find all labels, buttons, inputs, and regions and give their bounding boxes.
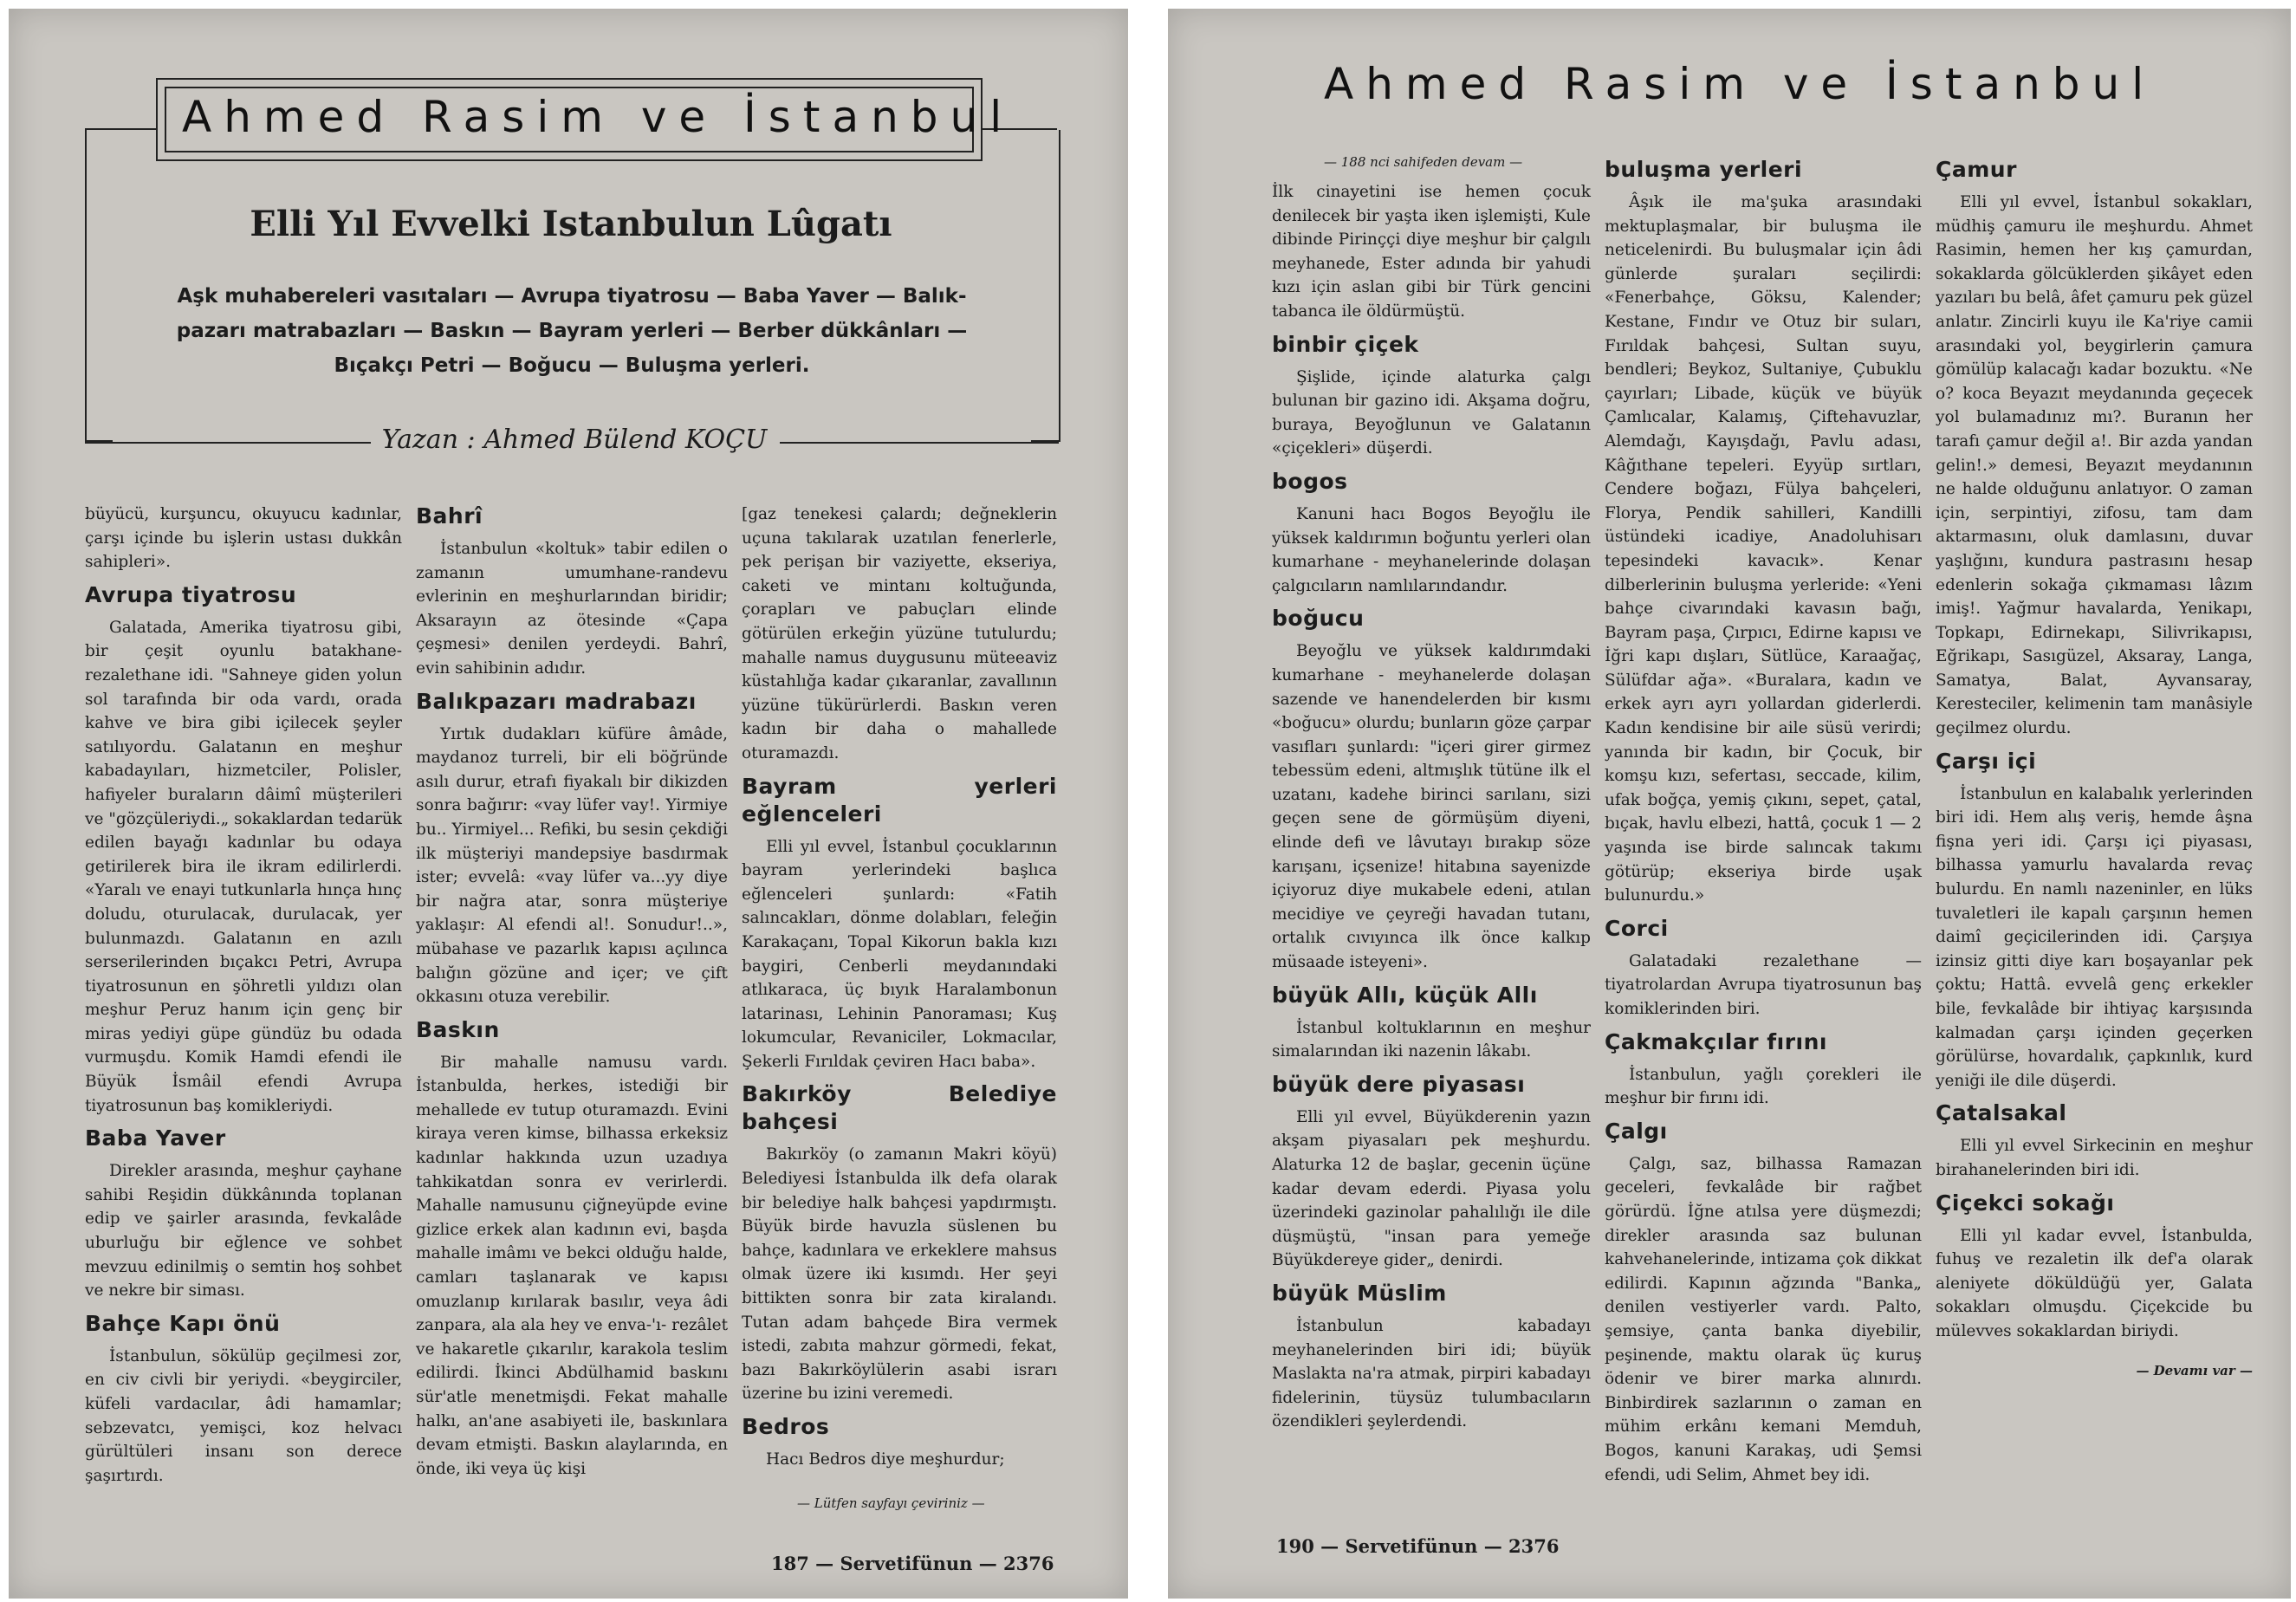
- paragraph: İstanbulun kabadayı meyhanelerinden biri idi; büyük Maslakta na'ra atmak, pirpiri kabadayı fidelerinin, tüysüz tulumbacıların özendikleri şeylerdendi.: [1272, 1316, 1591, 1431]
- byline-rule-right: [780, 442, 1059, 444]
- headline: Elli Yıl Evvelki Istanbulun Lûgatı: [250, 204, 892, 244]
- paragraph: Bir mahalle namusu vardı. İstanbulda, herkes, istediği bir mehallede ev tutup oturamazdı. Evini kiraya veren kimse, bilhassa erkeksiz kadınlar hakkında uzun uzadıya tahkikatdan sonra ev verirlerdi. Mahalle namusunu çiğneyüpde evine gizlice erkek alan kadının evi, başda mahalle imâmı ve bekci olduğu halde, camları taşlanarak ve kapısı omuzlanıp kırılarak basılır, veya âdi zanpara, ala ala hey ve enva-'ı- rezâlet ve hakaretle çıkarılır, karakola teslim edilirdi. İkinci Abdülhamid baskını sür'atle menetmişdi. Fekat mahalle halkı, an'ane asabiyeti ile, baskınlara devam etmişti. Baskın alaylarında, en önde, iki veya üç kişi: [416, 1053, 728, 1478]
- section-heading: Corci: [1605, 915, 1669, 941]
- paragraph: Beyoğlu ve yüksek kaldırımdaki kumarhane - meyhanelerde dolaşan sazende ve hanendelerden bir kısmı «boğucu» olurdu; bunların göze çarpar vasıfları şunlardı: "içeri girer girmez tebessüm edeni, altmışlık tütüne ilk el uzatanı, kadehe birinci sarılanı, sizi geçen sene de görmüşüm diyeni, elinde defi ve lâvutayı bırakıp söze karışanı, içsenize! hitabına sayenizde içiyoruz diye mukabele edeni, atılan mecidiye ve çeyreği havadan tutanı, ortalık cıvıyınca ilk önce kalkıp müsaade isteyeni».: [1272, 642, 1591, 972]
- paragraph: Elli yıl evvel, İstanbul sokakları, müdhiş çamuru ile meşhurdu. Ahmet Rasimin, hemen her kış çamurdan, sokaklarda gölcüklerden şikâyet eden yazıları bu belâ, âfet çamuru pek güzel anlatır. Zincirli kuyu ile Ka'riye camii arasındaki yol, beygirlerin çamura gömülüp kalacağı kadar bozuktu. «Ne o? koca Beyazıt meydanında geçecek yol bulamadınız mı?. Buranın her tarafı çamur değil a!. Bir azda yandan gelin!.» demesi, Beyazıt meydanının ne halde olduğunu anlatıyor. O zaman için, serpintiyi, zifosu, tam dam aktarmasını, oluk damlasını, duvar yaşlığını, kundura pastrasını hesap edenlerin sokağa çıkmaması lâzım imiş!. Yağmur havalarda, Yenikapı, Topkapı, Edirnekapı, Silivrikapısı, Eğrikapı, Sasıgüzel, Aksaray, Langa, Samatya, Balat, Ayvansaray, Keresteciler, kelimenin tam manâsiyle geçilmez olurdu.: [1936, 193, 2253, 738]
- byline: Yazan : Ahmed Bülend KOÇU: [381, 425, 768, 455]
- paragraph: büyücü, kurşuncu, okuyucu kadınlar, çarşı içinde bu işlerin ustası dukkân sahipleri».: [85, 505, 402, 572]
- paragraph: Elli yıl evvel Sirkecinin en meşhur birahanelerinden biri idi.: [1936, 1137, 2253, 1179]
- section-heading: Bedros: [742, 1414, 830, 1439]
- left-column-3: [742, 503, 1057, 1472]
- section-heading: buluşma yerleri: [1605, 157, 1803, 182]
- section-heading: Bahçe Kapı önü: [85, 1310, 281, 1336]
- section-heading: Avrupa tiyatrosu: [85, 581, 297, 607]
- paragraph: İstanbulun, yağlı çorekleri ile meşhur bir fırını idi.: [1605, 1065, 1922, 1108]
- paragraph: Kanuni hacı Bogos Beyoğlu ile yüksek kaldırımın boğuntu yerleri olan kumarhane - meyhanelerinde dolaşan çalgıcıların namlılarındandır.: [1272, 504, 1591, 595]
- right-column-2: [1605, 156, 1922, 1487]
- paragraph: İlk cinayetini ise hemen çocuk denilecek bir yaşta iken işlemişti, Kule dibinde Pirinççi diye meşhur bir çalgılı meyhanede, Ester adında bir yahudi kızı için aslan gibi bir Türk gencini tabanca ile öldürmüştü.: [1272, 183, 1591, 321]
- section-heading: büyük Müslim: [1272, 1280, 1447, 1306]
- paragraph: Elli yıl evvel, İstanbul çocuklarının bayram yerlerindeki başlıca eğlenceleri şunlardı: «Fatih salıncakları, dönme dolabları, feleğin Karakaçanı, Topal Kikorun bakla kızı baygiri, Cenberli meydanındaki atlıkaraca, üç bıyık Haralambonun latarinası, Lehinin Panoraması; Kuş lokumcular, Revaniciler, Lokmacılar, Şekerli Fırıldak çeviren Hacı baba».: [742, 837, 1057, 1071]
- paragraph: Galatadaki rezalethane — tiyatrolardan Avrupa tiyatrosunun baş komiklerinden biri.: [1605, 951, 1922, 1018]
- section-heading: boğucu: [1272, 606, 1365, 632]
- paragraph: İstanbulun en kalabalık yerlerinden biri idi. Hem alış veriş, hemde âşna fişna yeri idi. Çarşı içi piyasası, bilhassa yamurlu havalarda revaç bulurdu. En namlı nazeninler, en lüks tuvaletleri ile kapalı çarşının hemen daimî geçicilerinden idi. Çarşıya izinsiz gitti diye karı boşayanlar pek çoktu; Hattâ. evvelâ genç erkekler bile, fevkalâde bir ihtiyaç karşısında kalmadan çarşı içinden geçerken görülürse, hovardalık, çapkınlık, kurd yeniği ile dile düşerdi.: [1936, 784, 2253, 1090]
- section-heading: Çarşı içi: [1936, 748, 2037, 774]
- paragraph: İstanbulun, sökülüp geçilmesi zor, en civ civli bir yeriydi. «beygirciler, küfeli vardacılar, âdi hamamlar; sebzevatcı, yemişci, koz helvacı gürültüleri insanı son derece şaşırtırdı.: [85, 1346, 402, 1485]
- subtitle-line: pazarı matrabazları — Baskın — Bayram yerleri — Berber dükkânları —: [176, 320, 968, 342]
- section-heading: büyük Allı, küçük Allı: [1272, 982, 1538, 1008]
- page-footer: 190 — Servetifünun — 2376: [1276, 1535, 1560, 1557]
- paragraph: [gaz tenekesi çalardı; değneklerin uçuna takılarak uzatılan fenerlerle, pek perişan bir vaziyette, ekseriya, caketi ve mintanı koltuğunda, çorapları ve pabuçları elinde götürülen erkeğin yüzüne tutulurdu; mahalle namus duygusunu müteeaviz küstahlığa kadar çıkaranlar, zavallının yüzüne tükürürlerdi. Baskın veren kadın bir daha o mahallede oturamazdı.: [742, 505, 1057, 762]
- left-column-2: [416, 503, 728, 1481]
- paragraph: Âşık ile ma'şuka arasındaki mektuplaşmalar, bir buluşma ile neticelenirdi. Bu buluşmalar için âdi günlerde şuraları seçilirdi: «Fenerbahçe, Göksu, Kalender; Kestane, Fındır ve Otuz bir suları, Fırıldak bahçesi, Sultan suyu, bendleri; Beykoz, Sultaniye, Çubuklu çayırları; Libade, küçük ve büyük Çamlıcalar, Kalamış, Çiftehavuzlar, Alemdağı, Kayışdağı, Pavlu adası, Kâğıthane tepeleri. Eyyüp sırtları, Cendere boğazı, Fülya bahçeleri, Florya, Pendik sahilleri, Kandilli üstündeki icadiye, Anadoluhisarı tepesindeki kavacık». Kenar dilberlerinin buluşma yerleride: «Yeni bahçe civarındaki kavasın bağı, Bayram paşa, Çırpıcı, Edirne kapısı ve İğri kapı dışları, Sütlüce, Karaağaç, Sülüfdar ağa». «Buralara, kadın ve erkek ayrı ayrı yollardan giderlerdi. Kadın kendisine bir aile süsü verirdi; yanında bir kadın, bir Çocuk, bir komşu kızı, sefertası, seccade, kilim, ufak boğça, yemiş çıkını, sepet, çatal, bıçak, havlu elbezi, hattâ, çocuk 1 — 2 yaşında ise birde salıncak takımı götürüp; ekseriya birde uşak bulunurdu.»: [1605, 193, 1922, 905]
- section-heading: Bayram yerleri eğlenceleri: [742, 773, 1057, 827]
- section-heading: Çiçekci sokağı: [1936, 1190, 2115, 1216]
- right-column-1: [1272, 180, 1591, 1434]
- section-heading: Çakmakçılar fırını: [1605, 1028, 1827, 1054]
- paragraph: Direkler arasında, meşhur çayhane sahibi Reşidin dükkânında toplanan edip ve şairler arasında, fevkalâde uburluğu bir eğlence ve sohbet mevzuu edinilmiş o semtin hoş sohbet ve nekre bir siması.: [85, 1162, 402, 1300]
- subtitle-line: Aşk muhabereleri vasıtaları — Avrupa tiyatrosu — Baba Yaver — Balık-: [177, 285, 967, 308]
- paragraph: Bakırköy (o zamanın Makri köyü) Belediyesi İstanbulda ilk defa olarak bir belediye halk bahçesi yapdırmıştı. Büyük birde havuzla süslenen bu bahçe, kadınlara ve erkeklere mahsus olmak üzere iki kısımdı. Her şeyi bittikten sonra bir zata kiralandı. Tutan adam bahçede Bira vermek istedi, zabıta mahzur görmedi, fekat, bazı Bakırköylülerin asabi israrı üzerine bu izini veremedi.: [742, 1145, 1057, 1404]
- section-heading: bogos: [1272, 468, 1348, 494]
- section-heading: Baskın: [416, 1016, 500, 1042]
- subtitle-line: Bıçakçı Petri — Boğucu — Buluşma yerleri.: [334, 354, 810, 377]
- left-page: [9, 9, 1128, 1599]
- section-heading: Baba Yaver: [85, 1125, 226, 1151]
- section-heading: Çamur: [1936, 157, 2017, 182]
- subtitle: [104, 279, 1040, 383]
- right-column-3: [1936, 156, 2253, 1383]
- page-footer: 187 — Servetifünun — 2376: [771, 1553, 1054, 1574]
- paragraph: Çalgı, saz, bilhassa Ramazan geceleri, fevkalâde bir rağbet görürdü. İğne atılsa yere düşmezdi; direkler arasında saz bulunan kahvehanelerinde, intizama çok dikkat edilirdi. Kapının ağzında "Banka„ denilen vestiyerler vardı. Palto, şemsiye, çanta banka diyebilir, peşinende, maktu olarak üç kuruş ödenir ve birer marka alınırdı. Binbirdirek sazlarının o zaman en mühim erkânı kemani Memduh, Bogos, kanuni Karakaş, udi Şemsi efendi, udi Selim, Ahmet bey idi.: [1605, 1154, 1922, 1484]
- section-heading: büyük dere piyasası: [1272, 1071, 1526, 1097]
- section-heading: Çalgı: [1605, 1118, 1668, 1144]
- paragraph: Yırtık dudakları küfüre âmâde, maydanoz turreli, bir eli böğründe asılı durur, etrafı fiyakalı bir dikizden sonra bağırır: «vay lüfer vay!. Yirmiye bu.. Yirmiyel... Refiki, bu sesin çekdiği ilk müşteriyi mandepsiye basdırmak ister; evvelâ: «vay lüfer va...yy diye bir nağra atar, sonra müşteriye yaklaşır: Al efendi al!. Sonudur!..», mübahase ve pazarlık kapısı açılınca balığın gözüne and içer; ve çift okkasını otuza verebilir.: [416, 724, 728, 1007]
- section-heading: Çatalsakal: [1936, 1100, 2067, 1126]
- right-page: [1168, 9, 2291, 1599]
- masthead-title: Ahmed Rasim ve İstanbul: [182, 92, 1015, 142]
- paragraph: Şişlide, içinde alaturka çalgı bulunan bir gazino idi. Akşama doğru, buraya, Beyoğlunun ve Galatanın «çiçekleri» düşerdi.: [1272, 367, 1591, 458]
- paragraph: İstanbul koltuklarının en meşhur simalarından iki nazenin lâkabı.: [1272, 1018, 1591, 1061]
- left-column-1: [85, 503, 402, 1488]
- masthead-title: Ahmed Rasim ve İstanbul: [1324, 59, 2157, 109]
- section-heading: Balıkpazarı madrabazı: [416, 688, 697, 714]
- paragraph: Elli yıl evvel, Büyükderenin yazın akşam piyasaları pek meşhurdu. Alaturka 12 de başlar, gecenin üçüne kadar devam ederdi. Piyasa yolu üzerindeki gazinolar pahalılığı ile dile düşmüştü, "insan para yemeğe Büyükdereye gider„ denirdi.: [1272, 1107, 1591, 1270]
- paragraph: İstanbulun «koltuk» tabir edilen o zamanın umumhane-randevu evlerinin en meşhurlarından biridir; Aksarayın az ötesinde «Çapa çeşmesi» denilen yerdeydi. Bahrî, evin sahibinin adıdır.: [416, 540, 728, 678]
- section-heading: binbir çiçek: [1272, 331, 1419, 357]
- section-heading: Bakırköy Belediye bahçesi: [742, 1081, 1057, 1135]
- paragraph: Galatada, Amerika tiyatrosu gibi, bir çeşit oyunlu batakhane-rezalethane idi. "Sahneye giden yolun sol tarafında bir oda vardı, orada kahve ve bira gibi içilecek şeyler satılıyordu. Galatanın en meşhur kabadayıları, hizmetciler, Polisler, hafiyeler buraların dâimî müşterileri ve "gözçüleriydi.„ sokaklardan tedarük edilen bayağı kadınlar bu odaya getirilerek bira ile ikram edilirlerdi. «Yaralı ve enayi tutkunlarla hınça hınç doludu, oturulacak, durulacak, yer bulunmazdı. Galatanın en azılı serserilerinden bıçakcı Petri, Avrupa tiyatrosunun en şöhretli yıldızı olan meşhur Peruz hanım için genç bir miras yediyi güpe gündüz bu odada vurmuşdu. Komik Hamdi efendi ile Büyük İsmâil efendi Avrupa tiyatrosunun baş komikleriydi.: [85, 618, 402, 1115]
- paragraph: Hacı Bedros diye meşhurdur;: [766, 1450, 1005, 1469]
- end-note: — Devamı var —: [2136, 1362, 2253, 1378]
- paragraph: Elli yıl kadar evvel, İstanbulda, fuhuş ve rezaletin ilk def'a olarak aleniyete döküldüğü yer, Galata sokakları olmuşdu. Çiçekcide bu mülevves sokaklardan biriydi.: [1936, 1226, 2253, 1340]
- continue-note: — Lütfen sayfayı çeviriniz —: [797, 1495, 985, 1511]
- continued-note: — 188 nci sahifeden devam —: [1324, 154, 1523, 170]
- section-heading: Bahrî: [416, 503, 483, 529]
- byline-rule-left: [85, 442, 371, 444]
